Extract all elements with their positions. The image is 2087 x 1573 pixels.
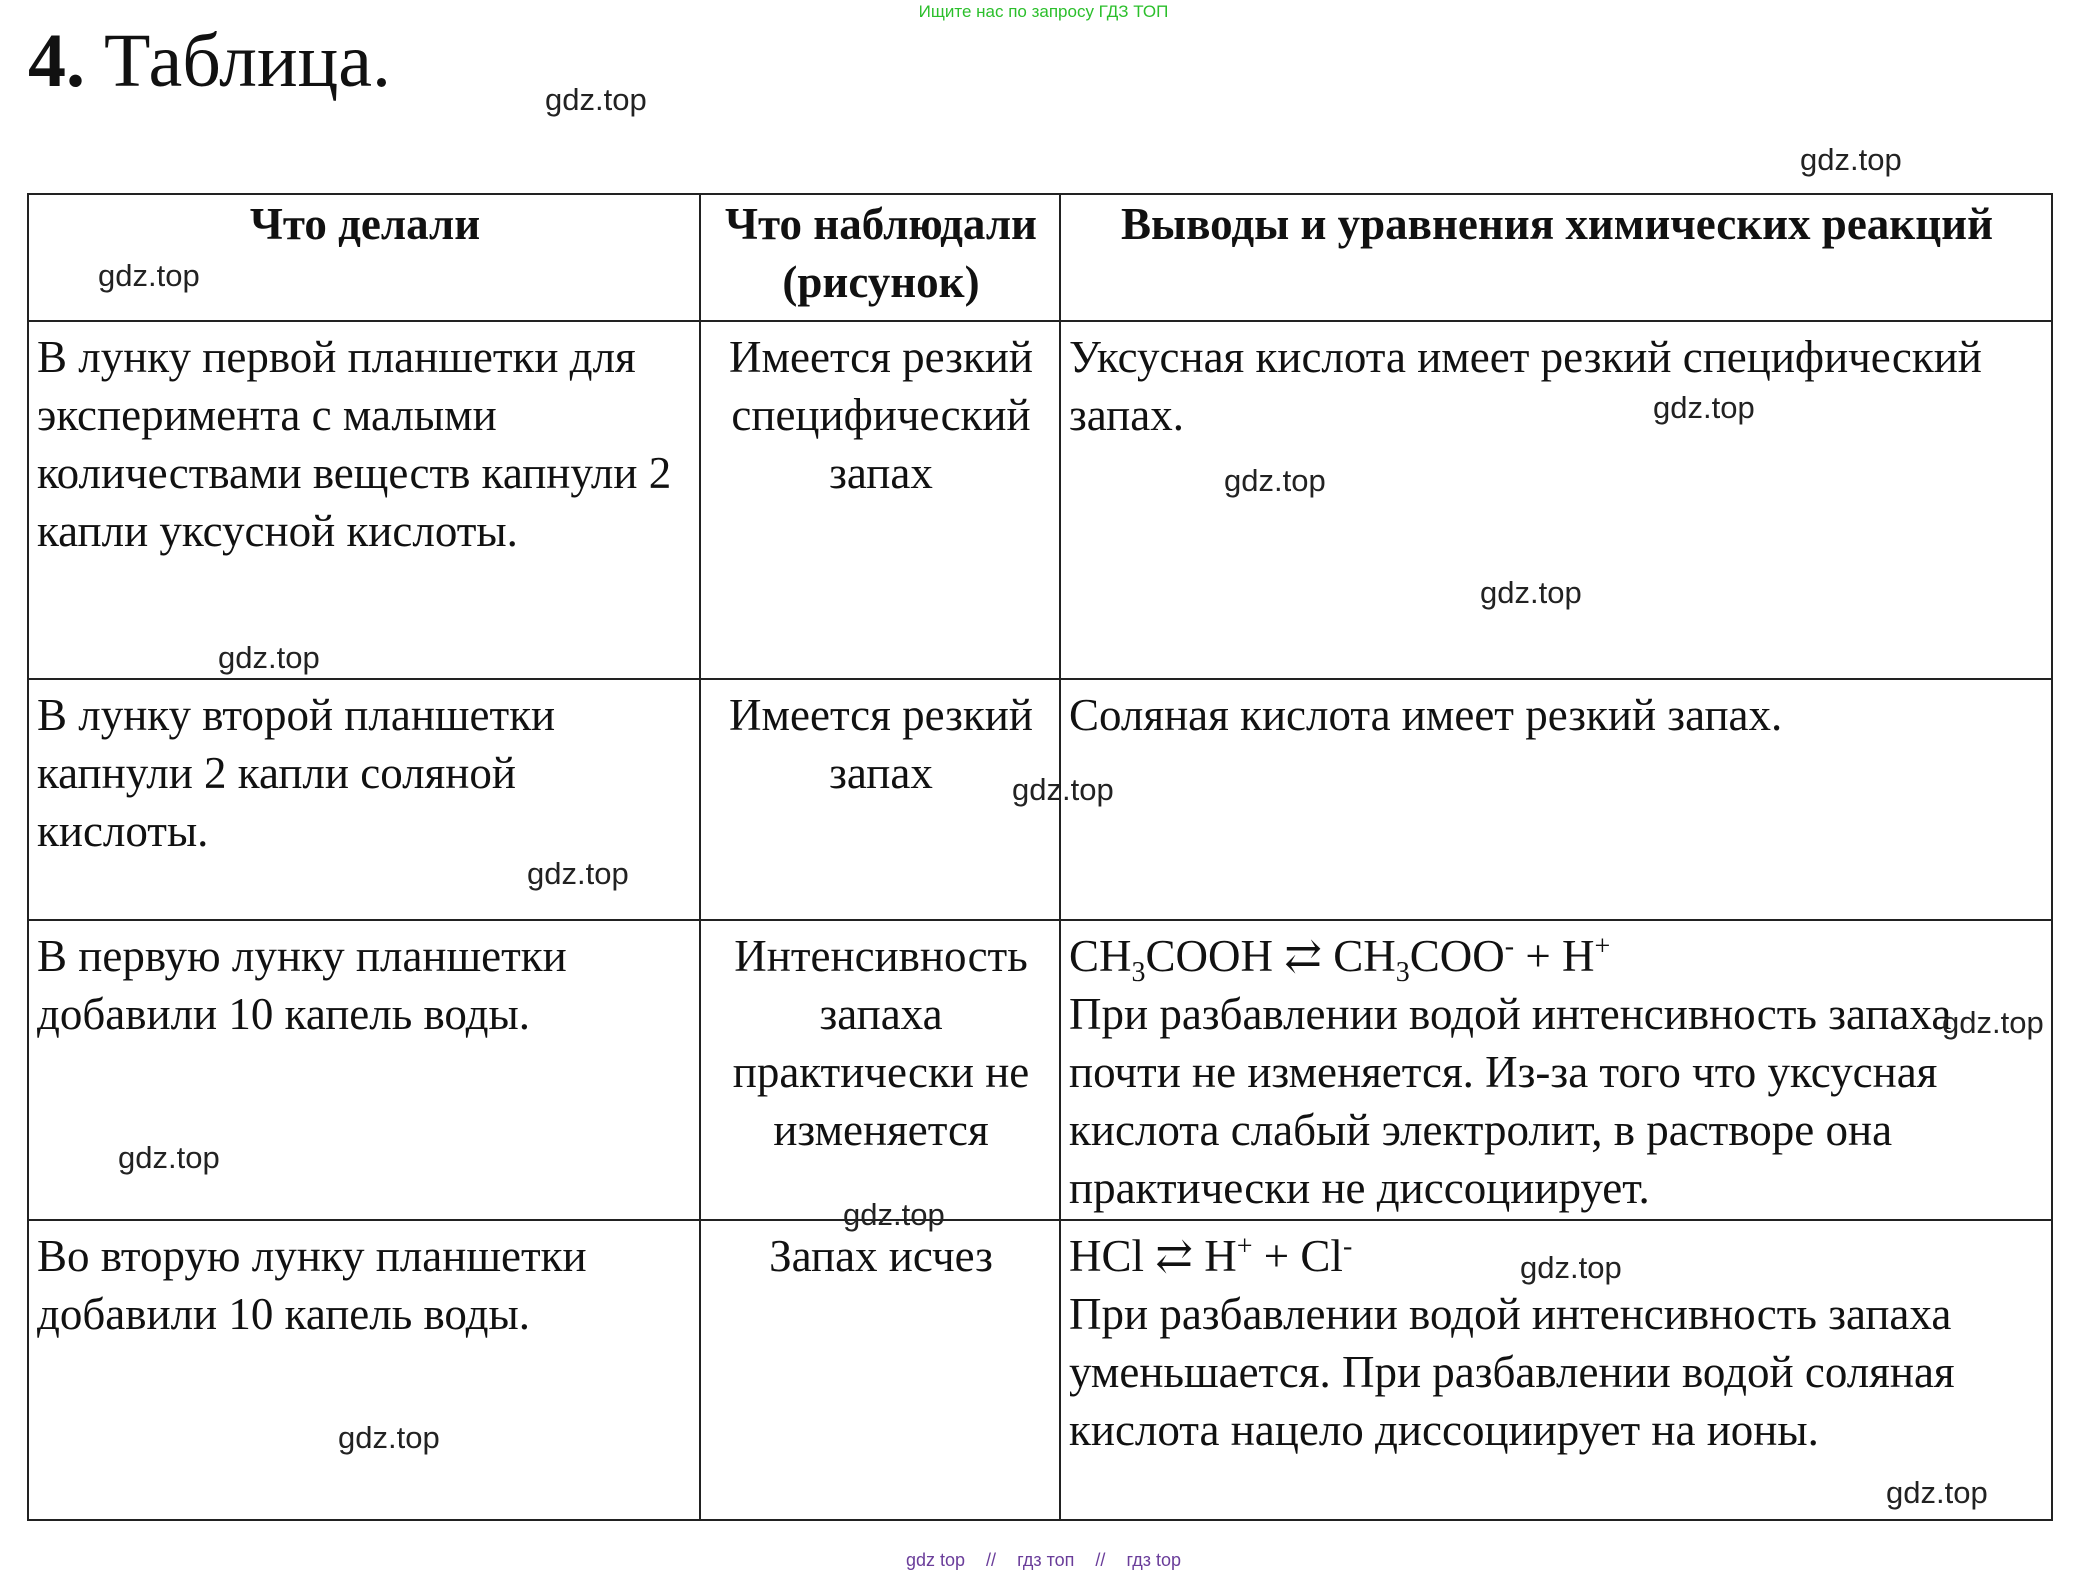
header-observed: Что наблюдали (рисунок) xyxy=(700,194,1060,321)
task-number: 4. xyxy=(28,19,85,103)
watermark: gdz.top xyxy=(118,1140,220,1175)
watermark: gdz.top xyxy=(1942,1005,2044,1040)
bottom-links xyxy=(0,1550,2087,1571)
header-conclusions: Выводы и уравнения химических реакций xyxy=(1060,194,2052,321)
cell-conclusion: Уксусная кислота имеет резкий специфический запах. xyxy=(1060,321,2052,679)
page-title xyxy=(28,20,391,104)
watermark: gdz.top xyxy=(1520,1250,1622,1285)
watermark: gdz.top xyxy=(1800,142,1902,177)
watermark: gdz.top xyxy=(98,258,200,293)
bottom-link-gdz-top-mixed[interactable]: гдз top xyxy=(1126,1550,1181,1570)
cell-did: В лунку первой планшетки для эксперимента с малыми количествами веществ капнули 2 капли уксусной кислоты. xyxy=(28,321,700,679)
watermark: gdz.top xyxy=(1886,1475,1988,1510)
conclusion-text: При разбавлении водой интенсивность запаха почти не изменяется. Из-за того что уксусная кислота слабый электролит, в растворе она практически не диссоциирует. xyxy=(1069,989,1952,1213)
top-note: Ищите нас по запросу ГДЗ ТОП xyxy=(918,2,1169,21)
bottom-separator: // xyxy=(1095,1550,1106,1570)
conclusion-text: При разбавлении водой интенсивность запаха уменьшается. При разбавлении водой соляная кислота нацело диссоциирует на ионы. xyxy=(1069,1289,1955,1455)
table-row xyxy=(28,1220,2052,1520)
equation-acetic: $CH_3COOH$ ⇄ $CH_3COO^- + H^+$ xyxy=(1069,931,1611,988)
cell-did: Во вторую лунку планшетки добавили 10 капель воды. xyxy=(28,1220,700,1520)
header-did: Что делали xyxy=(28,194,700,321)
cell-observed: Запах исчез xyxy=(700,1220,1060,1520)
watermark: gdz.top xyxy=(1224,463,1326,498)
watermark: gdz.top xyxy=(1012,772,1114,807)
cell-did: В лунку второй планшетки капнули 2 капли соляной кислоты. xyxy=(28,679,700,920)
cell-did: В первую лунку планшетки добавили 10 капель воды. xyxy=(28,920,700,1220)
bottom-separator: // xyxy=(986,1550,997,1570)
cell-conclusion: Соляная кислота имеет резкий запах. xyxy=(1060,679,2052,920)
bottom-link-gdz-top[interactable]: gdz top xyxy=(905,1550,966,1570)
title-text: Таблица. xyxy=(104,19,392,103)
watermark: gdz.top xyxy=(218,640,320,675)
cell-observed: Имеется резкий запах xyxy=(700,679,1060,920)
cell-observed: Интенсивность запаха практически не изменяется xyxy=(700,920,1060,1220)
table-header-row xyxy=(28,194,2052,321)
table-row xyxy=(28,920,2052,1220)
watermark: gdz.top xyxy=(527,856,629,891)
watermark: gdz.top xyxy=(1480,575,1582,610)
watermark: gdz.top xyxy=(545,82,647,117)
cell-conclusion xyxy=(1060,920,2052,1220)
watermark: gdz.top xyxy=(843,1197,945,1232)
watermark: gdz.top xyxy=(1653,390,1755,425)
table-row xyxy=(28,321,2052,679)
cell-observed: Имеется резкий специфический запах xyxy=(700,321,1060,679)
watermark: gdz.top xyxy=(338,1420,440,1455)
equation-hcl: HCl ⇄ H+ + Cl- xyxy=(1069,1231,1353,1281)
bottom-link-gdz-top-ru[interactable]: гдз топ xyxy=(1017,1550,1075,1570)
